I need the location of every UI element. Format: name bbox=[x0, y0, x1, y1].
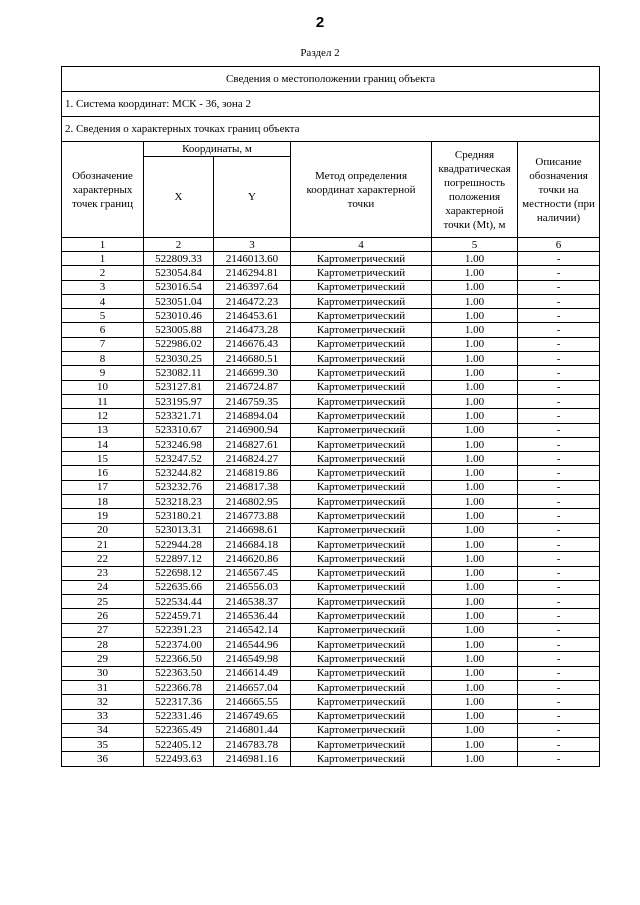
x-coordinate-cell: 523030.25 bbox=[144, 352, 214, 366]
point-number-cell: 27 bbox=[62, 623, 144, 637]
description-cell: - bbox=[518, 580, 600, 594]
x-coordinate-cell: 522366.50 bbox=[144, 652, 214, 666]
description-cell: - bbox=[518, 480, 600, 494]
description-cell: - bbox=[518, 552, 600, 566]
description-cell: - bbox=[518, 452, 600, 466]
y-coordinate-cell: 2146453.61 bbox=[214, 309, 291, 323]
point-number-cell: 32 bbox=[62, 695, 144, 709]
x-coordinate-cell: 522534.44 bbox=[144, 595, 214, 609]
description-cell: - bbox=[518, 609, 600, 623]
error-cell: 1.00 bbox=[432, 352, 518, 366]
table-row bbox=[62, 752, 600, 766]
method-cell: Картометрический bbox=[291, 723, 432, 737]
table-row bbox=[62, 309, 600, 323]
x-coordinate-cell: 522374.00 bbox=[144, 638, 214, 652]
error-cell: 1.00 bbox=[432, 294, 518, 308]
table-row bbox=[62, 495, 600, 509]
x-coordinate-cell: 523195.97 bbox=[144, 394, 214, 408]
point-number-cell: 28 bbox=[62, 638, 144, 652]
method-cell: Картометрический bbox=[291, 409, 432, 423]
y-coordinate-cell: 2146542.14 bbox=[214, 623, 291, 637]
x-coordinate-cell: 522698.12 bbox=[144, 566, 214, 580]
method-cell: Картометрический bbox=[291, 680, 432, 694]
error-cell: 1.00 bbox=[432, 423, 518, 437]
method-cell: Картометрический bbox=[291, 294, 432, 308]
method-cell: Картометрический bbox=[291, 252, 432, 266]
points-heading: 2. Сведения о характерных точках границ объекта bbox=[62, 117, 600, 142]
x-coordinate-cell: 523127.81 bbox=[144, 380, 214, 394]
y-coordinate-cell: 2146801.44 bbox=[214, 723, 291, 737]
y-coordinate-cell: 2146759.35 bbox=[214, 394, 291, 408]
point-number-cell: 14 bbox=[62, 437, 144, 451]
point-number-cell: 4 bbox=[62, 294, 144, 308]
error-cell: 1.00 bbox=[432, 652, 518, 666]
point-number-cell: 30 bbox=[62, 666, 144, 680]
method-cell: Картометрический bbox=[291, 609, 432, 623]
x-coordinate-cell: 522635.66 bbox=[144, 580, 214, 594]
page-number: 2 bbox=[315, 14, 325, 31]
y-coordinate-cell: 2146680.51 bbox=[214, 352, 291, 366]
point-number-cell: 12 bbox=[62, 409, 144, 423]
header-method: Метод определения координат характерной точки bbox=[291, 142, 432, 238]
method-cell: Картометрический bbox=[291, 323, 432, 337]
description-cell: - bbox=[518, 738, 600, 752]
error-cell: 1.00 bbox=[432, 280, 518, 294]
method-cell: Картометрический bbox=[291, 695, 432, 709]
method-cell: Картометрический bbox=[291, 480, 432, 494]
y-coordinate-cell: 2146699.30 bbox=[214, 366, 291, 380]
error-cell: 1.00 bbox=[432, 452, 518, 466]
header-designation: Обозначение характерных точек границ bbox=[62, 142, 144, 238]
description-cell: - bbox=[518, 666, 600, 680]
error-cell: 1.00 bbox=[432, 595, 518, 609]
x-coordinate-cell: 522897.12 bbox=[144, 552, 214, 566]
description-cell: - bbox=[518, 266, 600, 280]
y-coordinate-cell: 2146827.61 bbox=[214, 437, 291, 451]
method-cell: Картометрический bbox=[291, 423, 432, 437]
header-x: X bbox=[144, 157, 214, 238]
column-number: 1 bbox=[62, 238, 144, 252]
method-cell: Картометрический bbox=[291, 452, 432, 466]
error-cell: 1.00 bbox=[432, 537, 518, 551]
method-cell: Картометрический bbox=[291, 466, 432, 480]
y-coordinate-cell: 2146773.88 bbox=[214, 509, 291, 523]
table-row bbox=[62, 480, 600, 494]
point-number-cell: 17 bbox=[62, 480, 144, 494]
point-number-cell: 22 bbox=[62, 552, 144, 566]
point-number-cell: 10 bbox=[62, 380, 144, 394]
description-cell: - bbox=[518, 695, 600, 709]
description-cell: - bbox=[518, 566, 600, 580]
method-cell: Картометрический bbox=[291, 595, 432, 609]
description-cell: - bbox=[518, 252, 600, 266]
y-coordinate-cell: 2146900.94 bbox=[214, 423, 291, 437]
y-coordinate-cell: 2146013.60 bbox=[214, 252, 291, 266]
point-number-cell: 5 bbox=[62, 309, 144, 323]
error-cell: 1.00 bbox=[432, 709, 518, 723]
point-number-cell: 15 bbox=[62, 452, 144, 466]
description-cell: - bbox=[518, 280, 600, 294]
point-number-cell: 29 bbox=[62, 652, 144, 666]
x-coordinate-cell: 523013.31 bbox=[144, 523, 214, 537]
table-row bbox=[62, 252, 600, 266]
point-number-cell: 19 bbox=[62, 509, 144, 523]
method-cell: Картометрический bbox=[291, 495, 432, 509]
table-row bbox=[62, 666, 600, 680]
x-coordinate-cell: 523054.84 bbox=[144, 266, 214, 280]
point-number-cell: 11 bbox=[62, 394, 144, 408]
x-coordinate-cell: 522809.33 bbox=[144, 252, 214, 266]
point-number-cell: 23 bbox=[62, 566, 144, 580]
description-cell: - bbox=[518, 294, 600, 308]
x-coordinate-cell: 523244.82 bbox=[144, 466, 214, 480]
description-cell: - bbox=[518, 595, 600, 609]
point-number-cell: 24 bbox=[62, 580, 144, 594]
x-coordinate-cell: 523010.46 bbox=[144, 309, 214, 323]
description-cell: - bbox=[518, 423, 600, 437]
method-cell: Картометрический bbox=[291, 380, 432, 394]
y-coordinate-cell: 2146620.86 bbox=[214, 552, 291, 566]
x-coordinate-cell: 522317.36 bbox=[144, 695, 214, 709]
error-cell: 1.00 bbox=[432, 552, 518, 566]
table-row bbox=[62, 723, 600, 737]
description-cell: - bbox=[518, 537, 600, 551]
error-cell: 1.00 bbox=[432, 466, 518, 480]
header-coordinates: Координаты, м bbox=[144, 142, 291, 157]
header-description: Описание обозначения точки на местности (при наличии) bbox=[518, 142, 600, 238]
method-cell: Картометрический bbox=[291, 623, 432, 637]
point-number-cell: 6 bbox=[62, 323, 144, 337]
point-number-cell: 7 bbox=[62, 337, 144, 351]
method-cell: Картометрический bbox=[291, 337, 432, 351]
error-cell: 1.00 bbox=[432, 666, 518, 680]
error-cell: 1.00 bbox=[432, 623, 518, 637]
table-row bbox=[62, 466, 600, 480]
table-row bbox=[62, 294, 600, 308]
table-row bbox=[62, 409, 600, 423]
point-number-cell: 2 bbox=[62, 266, 144, 280]
description-cell: - bbox=[518, 523, 600, 537]
y-coordinate-cell: 2146749.65 bbox=[214, 709, 291, 723]
x-coordinate-cell: 522366.78 bbox=[144, 680, 214, 694]
error-cell: 1.00 bbox=[432, 680, 518, 694]
point-number-cell: 1 bbox=[62, 252, 144, 266]
table-row bbox=[62, 695, 600, 709]
error-cell: 1.00 bbox=[432, 252, 518, 266]
table-row bbox=[62, 738, 600, 752]
point-number-cell: 20 bbox=[62, 523, 144, 537]
description-cell: - bbox=[518, 680, 600, 694]
table-row bbox=[62, 580, 600, 594]
y-coordinate-cell: 2146657.04 bbox=[214, 680, 291, 694]
x-coordinate-cell: 522459.71 bbox=[144, 609, 214, 623]
point-number-cell: 18 bbox=[62, 495, 144, 509]
table-row bbox=[62, 552, 600, 566]
table-row bbox=[62, 352, 600, 366]
table-row bbox=[62, 323, 600, 337]
error-cell: 1.00 bbox=[432, 752, 518, 766]
method-cell: Картометрический bbox=[291, 266, 432, 280]
method-cell: Картометрический bbox=[291, 666, 432, 680]
y-coordinate-cell: 2146473.28 bbox=[214, 323, 291, 337]
y-coordinate-cell: 2146544.96 bbox=[214, 638, 291, 652]
description-cell: - bbox=[518, 437, 600, 451]
table-row bbox=[62, 394, 600, 408]
column-number: 6 bbox=[518, 238, 600, 252]
method-cell: Картометрический bbox=[291, 523, 432, 537]
point-number-cell: 16 bbox=[62, 466, 144, 480]
y-coordinate-cell: 2146472.23 bbox=[214, 294, 291, 308]
error-cell: 1.00 bbox=[432, 509, 518, 523]
header-error: Средняя квадратическая погрешность положения характерной точки (Mt), м bbox=[432, 142, 518, 238]
error-cell: 1.00 bbox=[432, 337, 518, 351]
description-cell: - bbox=[518, 380, 600, 394]
x-coordinate-cell: 522363.50 bbox=[144, 666, 214, 680]
column-number: 3 bbox=[214, 238, 291, 252]
error-cell: 1.00 bbox=[432, 380, 518, 394]
point-number-cell: 35 bbox=[62, 738, 144, 752]
y-coordinate-cell: 2146614.49 bbox=[214, 666, 291, 680]
error-cell: 1.00 bbox=[432, 609, 518, 623]
y-coordinate-cell: 2146824.27 bbox=[214, 452, 291, 466]
x-coordinate-cell: 522391.23 bbox=[144, 623, 214, 637]
x-coordinate-cell: 523247.52 bbox=[144, 452, 214, 466]
description-cell: - bbox=[518, 752, 600, 766]
method-cell: Картометрический bbox=[291, 280, 432, 294]
column-number: 5 bbox=[432, 238, 518, 252]
error-cell: 1.00 bbox=[432, 738, 518, 752]
table-row bbox=[62, 509, 600, 523]
description-cell: - bbox=[518, 409, 600, 423]
table-row bbox=[62, 623, 600, 637]
point-number-cell: 36 bbox=[62, 752, 144, 766]
error-cell: 1.00 bbox=[432, 695, 518, 709]
table-row bbox=[62, 523, 600, 537]
table-row bbox=[62, 337, 600, 351]
y-coordinate-cell: 2146549.98 bbox=[214, 652, 291, 666]
point-number-cell: 31 bbox=[62, 680, 144, 694]
description-cell: - bbox=[518, 337, 600, 351]
y-coordinate-cell: 2146536.44 bbox=[214, 609, 291, 623]
point-number-cell: 34 bbox=[62, 723, 144, 737]
method-cell: Картометрический bbox=[291, 366, 432, 380]
x-coordinate-cell: 523321.71 bbox=[144, 409, 214, 423]
description-cell: - bbox=[518, 366, 600, 380]
y-coordinate-cell: 2146981.16 bbox=[214, 752, 291, 766]
point-number-cell: 13 bbox=[62, 423, 144, 437]
x-coordinate-cell: 523232.76 bbox=[144, 480, 214, 494]
table-row bbox=[62, 280, 600, 294]
table-row bbox=[62, 638, 600, 652]
x-coordinate-cell: 522493.63 bbox=[144, 752, 214, 766]
method-cell: Картометрический bbox=[291, 638, 432, 652]
table-row bbox=[62, 566, 600, 580]
y-coordinate-cell: 2146817.38 bbox=[214, 480, 291, 494]
column-number: 2 bbox=[144, 238, 214, 252]
header-y: Y bbox=[214, 157, 291, 238]
point-number-cell: 33 bbox=[62, 709, 144, 723]
table-row bbox=[62, 709, 600, 723]
error-cell: 1.00 bbox=[432, 323, 518, 337]
y-coordinate-cell: 2146894.04 bbox=[214, 409, 291, 423]
method-cell: Картометрический bbox=[291, 566, 432, 580]
table-row bbox=[62, 380, 600, 394]
x-coordinate-cell: 523016.54 bbox=[144, 280, 214, 294]
y-coordinate-cell: 2146676.43 bbox=[214, 337, 291, 351]
method-cell: Картометрический bbox=[291, 552, 432, 566]
y-coordinate-cell: 2146724.87 bbox=[214, 380, 291, 394]
error-cell: 1.00 bbox=[432, 638, 518, 652]
y-coordinate-cell: 2146294.81 bbox=[214, 266, 291, 280]
x-coordinate-cell: 522944.28 bbox=[144, 537, 214, 551]
error-cell: 1.00 bbox=[432, 266, 518, 280]
x-coordinate-cell: 523310.67 bbox=[144, 423, 214, 437]
boundary-points-table bbox=[61, 66, 600, 767]
point-number-cell: 3 bbox=[62, 280, 144, 294]
description-cell: - bbox=[518, 709, 600, 723]
error-cell: 1.00 bbox=[432, 309, 518, 323]
table-row bbox=[62, 437, 600, 451]
point-number-cell: 25 bbox=[62, 595, 144, 609]
method-cell: Картометрический bbox=[291, 309, 432, 323]
point-number-cell: 9 bbox=[62, 366, 144, 380]
description-cell: - bbox=[518, 509, 600, 523]
table-row bbox=[62, 537, 600, 551]
x-coordinate-cell: 522365.49 bbox=[144, 723, 214, 737]
error-cell: 1.00 bbox=[432, 523, 518, 537]
description-cell: - bbox=[518, 352, 600, 366]
description-cell: - bbox=[518, 723, 600, 737]
error-cell: 1.00 bbox=[432, 480, 518, 494]
method-cell: Картометрический bbox=[291, 580, 432, 594]
method-cell: Картометрический bbox=[291, 394, 432, 408]
table-row bbox=[62, 609, 600, 623]
description-cell: - bbox=[518, 309, 600, 323]
column-number: 4 bbox=[291, 238, 432, 252]
description-cell: - bbox=[518, 652, 600, 666]
method-cell: Картометрический bbox=[291, 738, 432, 752]
method-cell: Картометрический bbox=[291, 352, 432, 366]
x-coordinate-cell: 522331.46 bbox=[144, 709, 214, 723]
error-cell: 1.00 bbox=[432, 580, 518, 594]
description-cell: - bbox=[518, 623, 600, 637]
table-row bbox=[62, 680, 600, 694]
error-cell: 1.00 bbox=[432, 394, 518, 408]
method-cell: Картометрический bbox=[291, 752, 432, 766]
y-coordinate-cell: 2146698.61 bbox=[214, 523, 291, 537]
y-coordinate-cell: 2146802.95 bbox=[214, 495, 291, 509]
description-cell: - bbox=[518, 466, 600, 480]
y-coordinate-cell: 2146665.55 bbox=[214, 695, 291, 709]
table-title: Сведения о местоположении границ объекта bbox=[62, 67, 600, 92]
section-title: Раздел 2 bbox=[300, 47, 340, 59]
coordinate-system: 1. Система координат: МСК - 36, зона 2 bbox=[62, 92, 600, 117]
error-cell: 1.00 bbox=[432, 723, 518, 737]
x-coordinate-cell: 523180.21 bbox=[144, 509, 214, 523]
x-coordinate-cell: 523246.98 bbox=[144, 437, 214, 451]
description-cell: - bbox=[518, 394, 600, 408]
method-cell: Картометрический bbox=[291, 537, 432, 551]
method-cell: Картометрический bbox=[291, 709, 432, 723]
table-row bbox=[62, 652, 600, 666]
y-coordinate-cell: 2146783.78 bbox=[214, 738, 291, 752]
point-number-cell: 21 bbox=[62, 537, 144, 551]
y-coordinate-cell: 2146397.64 bbox=[214, 280, 291, 294]
description-cell: - bbox=[518, 495, 600, 509]
error-cell: 1.00 bbox=[432, 409, 518, 423]
x-coordinate-cell: 523051.04 bbox=[144, 294, 214, 308]
x-coordinate-cell: 522405.12 bbox=[144, 738, 214, 752]
y-coordinate-cell: 2146819.86 bbox=[214, 466, 291, 480]
table-row bbox=[62, 266, 600, 280]
y-coordinate-cell: 2146556.03 bbox=[214, 580, 291, 594]
table-row bbox=[62, 366, 600, 380]
x-coordinate-cell: 522986.02 bbox=[144, 337, 214, 351]
error-cell: 1.00 bbox=[432, 437, 518, 451]
error-cell: 1.00 bbox=[432, 566, 518, 580]
error-cell: 1.00 bbox=[432, 495, 518, 509]
description-cell: - bbox=[518, 638, 600, 652]
y-coordinate-cell: 2146538.37 bbox=[214, 595, 291, 609]
x-coordinate-cell: 523005.88 bbox=[144, 323, 214, 337]
x-coordinate-cell: 523218.23 bbox=[144, 495, 214, 509]
y-coordinate-cell: 2146567.45 bbox=[214, 566, 291, 580]
point-number-cell: 26 bbox=[62, 609, 144, 623]
table-row bbox=[62, 595, 600, 609]
method-cell: Картометрический bbox=[291, 437, 432, 451]
description-cell: - bbox=[518, 323, 600, 337]
x-coordinate-cell: 523082.11 bbox=[144, 366, 214, 380]
method-cell: Картометрический bbox=[291, 509, 432, 523]
y-coordinate-cell: 2146684.18 bbox=[214, 537, 291, 551]
method-cell: Картометрический bbox=[291, 652, 432, 666]
table-row bbox=[62, 423, 600, 437]
point-number-cell: 8 bbox=[62, 352, 144, 366]
error-cell: 1.00 bbox=[432, 366, 518, 380]
table-row bbox=[62, 452, 600, 466]
